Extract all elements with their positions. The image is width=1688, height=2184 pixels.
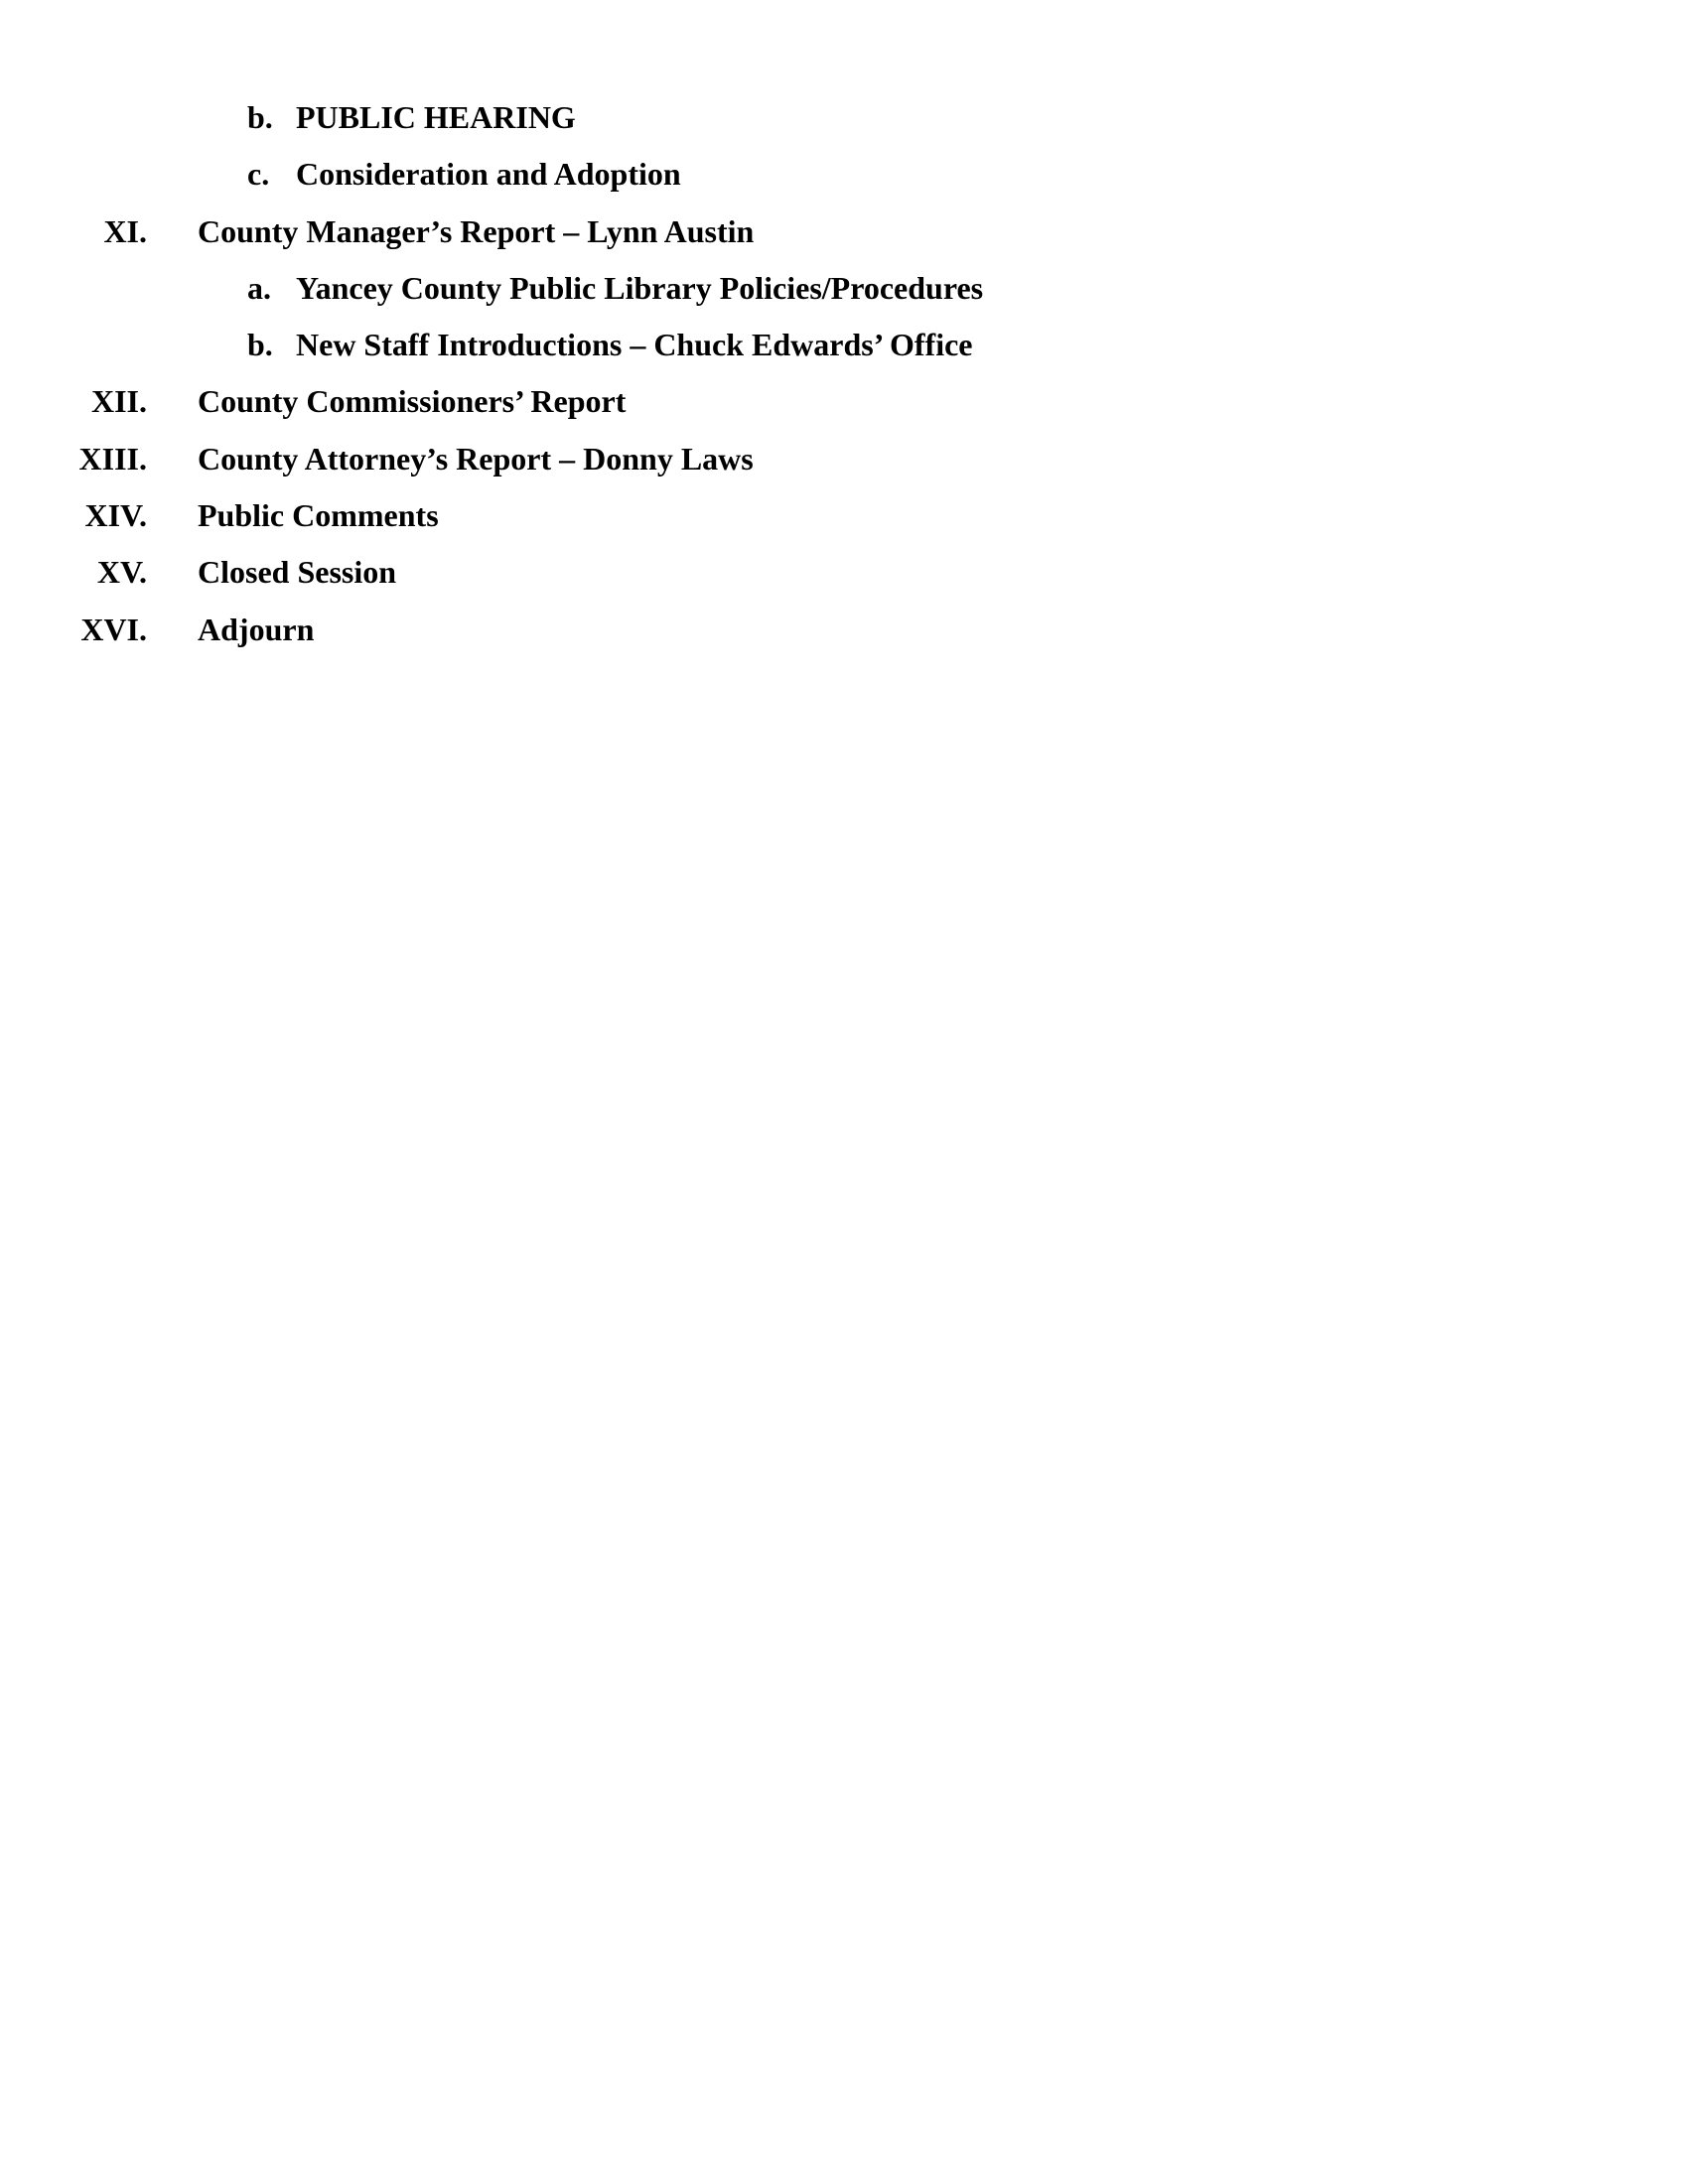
agenda-item-closed-session (0, 550, 1688, 607)
item-text: County Commissioners’ Report (198, 383, 627, 420)
item-marker: c. (247, 156, 270, 193)
item-text: Public Comments (198, 497, 439, 534)
item-numeral: XI. (103, 212, 147, 249)
item-text: Adjourn (198, 611, 315, 647)
item-numeral: XIII. (78, 440, 147, 477)
item-numeral: XVI. (80, 611, 147, 647)
item-numeral: XII. (90, 383, 147, 420)
item-text: New Staff Introductions – Chuck Edwards’ Office (296, 327, 973, 363)
agenda-subitem-consideration-adoption (0, 152, 1688, 208)
agenda-subitem-public-hearing (0, 95, 1688, 152)
agenda-subitem-library-policies (0, 266, 1688, 323)
item-marker: b. (247, 327, 273, 363)
item-text: Consideration and Adoption (296, 156, 681, 193)
agenda-item-adjourn (0, 608, 1688, 664)
agenda-subitem-staff-introductions (0, 323, 1688, 379)
agenda-item-public-comments (0, 493, 1688, 550)
item-text: County Manager’s Report – Lynn Austin (198, 212, 755, 249)
item-marker: b. (247, 99, 273, 135)
item-numeral: XV. (96, 554, 147, 591)
item-text: PUBLIC HEARING (296, 99, 576, 135)
item-text: Closed Session (198, 554, 397, 591)
agenda-item-attorney-report (0, 437, 1688, 493)
item-numeral: XIV. (84, 497, 147, 534)
agenda-list (0, 95, 1688, 664)
agenda-item-county-manager-report (0, 209, 1688, 266)
item-text: County Attorney’s Report – Donny Laws (198, 440, 754, 477)
item-marker: a. (247, 269, 271, 306)
item-text: Yancey County Public Library Policies/Procedures (296, 269, 984, 306)
agenda-item-commissioners-report (0, 379, 1688, 436)
